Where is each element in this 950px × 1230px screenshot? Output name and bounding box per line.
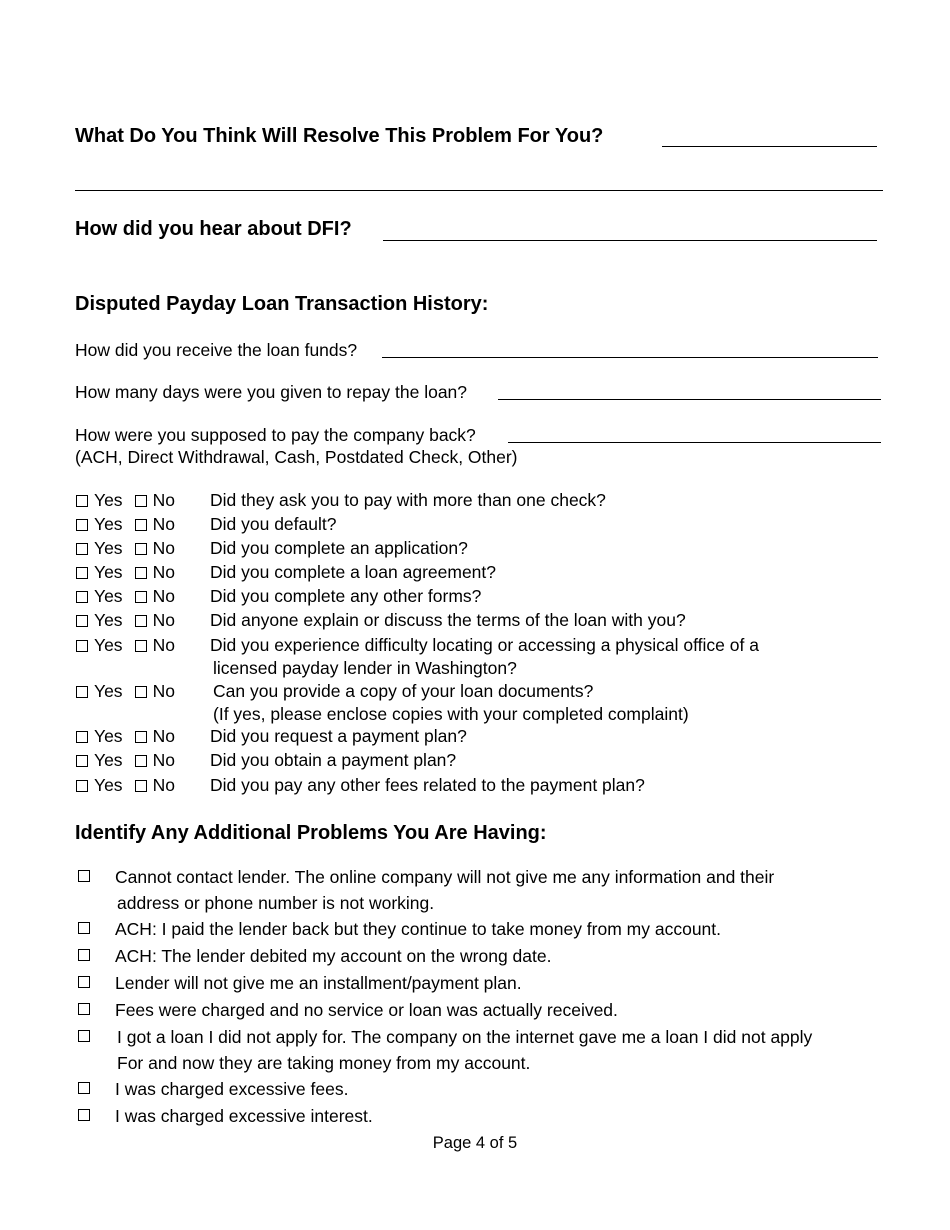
- yes-label: Yes: [94, 750, 123, 770]
- problem-text: ACH: I paid the lender back but they continue to take money from my account.: [115, 919, 722, 939]
- payback-answer-line[interactable]: [508, 442, 881, 443]
- days-answer-line[interactable]: [498, 399, 881, 400]
- problems-section-title: Identify Any Additional Problems You Are Having:: [75, 822, 547, 844]
- yes-checkbox[interactable]: [76, 543, 88, 555]
- yes-checkbox[interactable]: [76, 495, 88, 507]
- no-label: No: [152, 750, 175, 770]
- history-section-title: Disputed Payday Loan Transaction History:: [75, 293, 489, 315]
- problem-text: I got a loan I did not apply for. The company on the internet gave me a loan I did not apply: [117, 1027, 813, 1047]
- problem-text: Lender will not give me an installment/payment plan.: [115, 973, 522, 993]
- no-label: No: [152, 681, 175, 701]
- funds-question-label: How did you receive the loan funds?: [75, 340, 358, 360]
- no-checkbox[interactable]: [135, 755, 147, 767]
- no-checkbox[interactable]: [135, 567, 147, 579]
- problem-text: I was charged excessive interest.: [115, 1106, 373, 1126]
- no-label: No: [152, 514, 175, 534]
- problem-checkbox[interactable]: [78, 976, 90, 988]
- yes-label: Yes: [94, 635, 123, 655]
- yes-no-row: [76, 750, 175, 771]
- question-text: Did you pay any other fees related to the payment plan?: [210, 775, 645, 795]
- yes-checkbox[interactable]: [76, 519, 88, 531]
- yes-label: Yes: [94, 586, 123, 606]
- question-text: Did you obtain a payment plan?: [210, 750, 457, 770]
- no-checkbox[interactable]: [135, 640, 147, 652]
- problem-text-continued: address or phone number is not working.: [117, 893, 435, 913]
- yes-checkbox[interactable]: [76, 591, 88, 603]
- yes-no-row: [76, 562, 175, 583]
- problem-text: Fees were charged and no service or loan was actually received.: [115, 1000, 618, 1020]
- no-label: No: [152, 562, 175, 582]
- question-text: Did you default?: [210, 514, 337, 534]
- funds-answer-line[interactable]: [382, 357, 878, 358]
- yes-no-row: [76, 490, 175, 511]
- no-label: No: [152, 635, 175, 655]
- resolve-question-label: What Do You Think Will Resolve This Problem For You?: [75, 125, 604, 147]
- no-checkbox[interactable]: [135, 519, 147, 531]
- question-text: Did anyone explain or discuss the terms of the loan with you?: [210, 610, 686, 630]
- no-label: No: [152, 490, 175, 510]
- question-text: Did you complete an application?: [210, 538, 468, 558]
- hear-question-label: How did you hear about DFI?: [75, 218, 352, 240]
- yes-checkbox[interactable]: [76, 615, 88, 627]
- problem-text: I was charged excessive fees.: [115, 1079, 349, 1099]
- yes-no-row: [76, 681, 175, 702]
- question-text: Did you request a payment plan?: [210, 726, 467, 746]
- payback-question-label: How were you supposed to pay the company back?: [75, 425, 476, 445]
- no-checkbox[interactable]: [135, 591, 147, 603]
- yes-label: Yes: [94, 775, 123, 795]
- resolve-answer-line-2[interactable]: [75, 190, 883, 191]
- no-label: No: [152, 538, 175, 558]
- no-checkbox[interactable]: [135, 780, 147, 792]
- problem-checkbox[interactable]: [78, 1030, 90, 1042]
- no-checkbox[interactable]: [135, 615, 147, 627]
- yes-label: Yes: [94, 610, 123, 630]
- yes-checkbox[interactable]: [76, 567, 88, 579]
- yes-checkbox[interactable]: [76, 731, 88, 743]
- yes-label: Yes: [94, 490, 123, 510]
- payback-hint: (ACH, Direct Withdrawal, Cash, Postdated Check, Other): [75, 447, 518, 467]
- problem-text: ACH: The lender debited my account on the wrong date.: [115, 946, 552, 966]
- no-label: No: [152, 775, 175, 795]
- question-text: Can you provide a copy of your loan documents?: [213, 681, 594, 701]
- question-text: Did you complete a loan agreement?: [210, 562, 497, 582]
- no-label: No: [152, 586, 175, 606]
- no-checkbox[interactable]: [135, 731, 147, 743]
- no-checkbox[interactable]: [135, 495, 147, 507]
- question-text: Did you experience difficulty locating or accessing a physical office of a: [210, 635, 759, 655]
- yes-no-row: [76, 726, 175, 747]
- page-number: Page 4 of 5: [432, 1134, 518, 1152]
- yes-label: Yes: [94, 538, 123, 558]
- no-checkbox[interactable]: [135, 686, 147, 698]
- yes-checkbox[interactable]: [76, 780, 88, 792]
- yes-label: Yes: [94, 562, 123, 582]
- yes-label: Yes: [94, 681, 123, 701]
- yes-no-row: [76, 538, 175, 559]
- problem-checkbox[interactable]: [78, 870, 90, 882]
- problem-checkbox[interactable]: [78, 1003, 90, 1015]
- days-question-label: How many days were you given to repay the loan?: [75, 382, 468, 402]
- question-text: Did they ask you to pay with more than one check?: [210, 490, 606, 510]
- no-label: No: [152, 610, 175, 630]
- yes-label: Yes: [94, 514, 123, 534]
- no-label: No: [152, 726, 175, 746]
- yes-label: Yes: [94, 726, 123, 746]
- problem-checkbox[interactable]: [78, 922, 90, 934]
- problem-checkbox[interactable]: [78, 949, 90, 961]
- yes-no-row: [76, 610, 175, 631]
- yes-checkbox[interactable]: [76, 686, 88, 698]
- yes-no-row: [76, 775, 175, 796]
- yes-checkbox[interactable]: [76, 640, 88, 652]
- question-text: Did you complete any other forms?: [210, 586, 482, 606]
- question-text-continued: (If yes, please enclose copies with your completed complaint): [213, 704, 689, 724]
- yes-no-row: [76, 586, 175, 607]
- yes-no-row: [76, 514, 175, 535]
- problem-text-continued: For and now they are taking money from my account.: [117, 1053, 531, 1073]
- resolve-answer-line-1[interactable]: [662, 146, 877, 147]
- problem-text: Cannot contact lender. The online company will not give me any information and their: [115, 867, 775, 887]
- yes-checkbox[interactable]: [76, 755, 88, 767]
- yes-no-row: [76, 635, 175, 656]
- no-checkbox[interactable]: [135, 543, 147, 555]
- problem-checkbox[interactable]: [78, 1082, 90, 1094]
- question-text-continued: licensed payday lender in Washington?: [213, 658, 517, 678]
- hear-answer-line[interactable]: [383, 240, 877, 241]
- problem-checkbox[interactable]: [78, 1109, 90, 1121]
